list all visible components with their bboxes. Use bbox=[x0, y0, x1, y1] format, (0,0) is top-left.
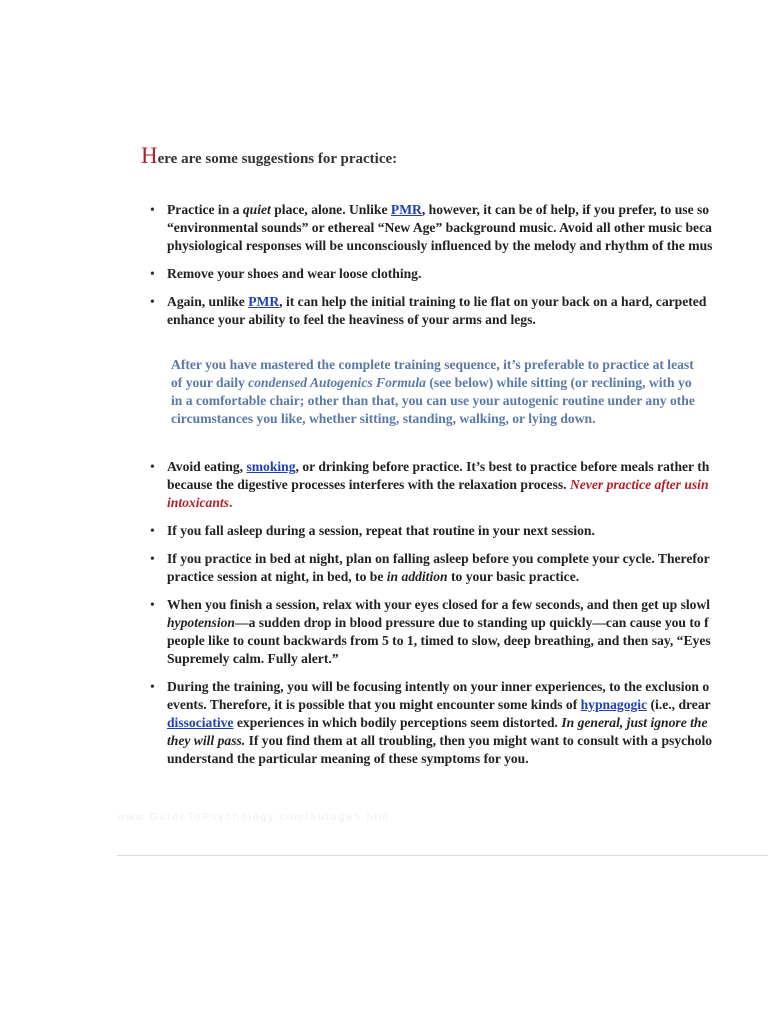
text-run: During the training, you will be focusing intently on your inner experiences, to the exclusion o bbox=[167, 679, 710, 694]
text-line bbox=[167, 550, 768, 568]
text-line bbox=[167, 614, 768, 632]
text-run: “environmental sounds” or ethereal “New Age” background music. Avoid all other music beca bbox=[167, 220, 712, 235]
bullet-icon: • bbox=[150, 459, 155, 474]
text-run: (see below) while sitting (or reclining, with yo bbox=[425, 375, 692, 390]
text-line bbox=[167, 696, 768, 714]
text-run: circumstances you like, whether sitting, standing, walking, or lying down. bbox=[171, 411, 596, 426]
text-run: of your daily bbox=[171, 375, 249, 390]
inline-link[interactable]: dissociative bbox=[167, 715, 234, 730]
text-line bbox=[167, 201, 768, 219]
text-run: , it can help the initial training to lie flat on your back on a hard, carpeted bbox=[279, 294, 707, 309]
inline-link[interactable]: PMR bbox=[390, 202, 422, 217]
text-line bbox=[171, 356, 768, 374]
text-run: hypotension bbox=[167, 615, 235, 630]
text-run: people like to count backwards from 5 to 1, timed to slow, deep breathing, and then say, “Eyes bbox=[167, 633, 711, 648]
text-run: Supremely calm. Fully alert.” bbox=[167, 651, 339, 666]
bullet-icon: • bbox=[150, 202, 155, 217]
text-line bbox=[167, 750, 768, 768]
text-run: After you have mastered the complete training sequence, it’s preferable to practice at least bbox=[171, 357, 694, 372]
bullet-icon: • bbox=[150, 597, 155, 612]
bullet-icon: • bbox=[150, 266, 155, 281]
text-line bbox=[167, 219, 768, 237]
text-run: Never practice after usin bbox=[569, 477, 709, 492]
text-run: . bbox=[228, 495, 233, 510]
text-run: Avoid eating, bbox=[167, 459, 247, 474]
heading-initial: H bbox=[141, 143, 158, 168]
footer-url-watermark: www.GuideToPsychology.com/autogen.htm bbox=[117, 812, 390, 823]
text-line bbox=[167, 714, 768, 732]
text-line bbox=[171, 374, 768, 392]
text-run: Remove your shoes and wear loose clothing. bbox=[167, 266, 422, 281]
text-run: enhance your ability to feel the heaviness of your arms and legs. bbox=[167, 312, 536, 327]
text-run: events. Therefore, it is possible that you might encounter some kinds of bbox=[167, 697, 581, 712]
text-run: condensed Autogenics Formula bbox=[248, 375, 426, 390]
text-line bbox=[167, 522, 768, 540]
text-run: In general, just ignore the bbox=[561, 715, 708, 730]
bullet-icon: • bbox=[150, 523, 155, 538]
block-quote bbox=[171, 356, 768, 428]
text-line bbox=[167, 596, 768, 614]
inline-link[interactable]: PMR bbox=[248, 294, 280, 309]
bullet-icon: • bbox=[150, 294, 155, 309]
text-run: experiences in which bodily perceptions seem distorted. bbox=[233, 715, 562, 730]
text-run: they will pass. bbox=[167, 733, 246, 748]
text-line bbox=[167, 650, 768, 668]
text-run: (i.e., drear bbox=[647, 697, 711, 712]
text-run: in addition bbox=[386, 569, 448, 584]
text-run: , however, it can be of help, if you prefer, to use so bbox=[421, 202, 710, 217]
text-line bbox=[171, 410, 768, 428]
text-line bbox=[167, 311, 768, 329]
heading-text: ere are some suggestions for practice: bbox=[157, 151, 398, 167]
text-line bbox=[167, 476, 768, 494]
text-run: If you practice in bed at night, plan on falling asleep before you complete your cycle. Therefor bbox=[167, 551, 710, 566]
list-item bbox=[150, 201, 768, 255]
text-line bbox=[167, 458, 768, 476]
text-line bbox=[167, 494, 768, 512]
text-run: in a comfortable chair; other than that, you can use your autogenic routine under any othe bbox=[171, 393, 695, 408]
text-run: place, alone. Unlike bbox=[270, 202, 391, 217]
text-run: physiological responses will be unconsciously influenced by the melody and rhythm of the mus bbox=[167, 238, 713, 253]
text-run: practice session at night, in bed, to be bbox=[167, 569, 387, 584]
text-line bbox=[167, 678, 768, 696]
text-line bbox=[167, 732, 768, 750]
list-item bbox=[150, 550, 768, 586]
text-run: If you fall asleep during a session, repeat that routine in your next session. bbox=[167, 523, 595, 538]
section-heading bbox=[141, 143, 397, 169]
text-line bbox=[167, 265, 768, 283]
text-run: understand the particular meaning of these symptoms for you. bbox=[167, 751, 529, 766]
text-line bbox=[171, 392, 768, 410]
list-item bbox=[150, 265, 768, 283]
text-line bbox=[167, 237, 768, 255]
list-item bbox=[150, 522, 768, 540]
text-line bbox=[167, 632, 768, 650]
text-line bbox=[167, 293, 768, 311]
text-run: —a sudden drop in blood pressure due to standing up quickly—can cause you to f bbox=[234, 615, 709, 630]
list-item bbox=[150, 596, 768, 668]
text-run: to your basic practice. bbox=[447, 569, 580, 584]
inline-link[interactable]: smoking bbox=[246, 459, 296, 474]
text-run: Again, unlike bbox=[167, 294, 249, 309]
text-run: intoxicants bbox=[167, 495, 229, 510]
text-run: Practice in a bbox=[167, 202, 243, 217]
text-run: , or drinking before practice. It’s best to practice before meals rather th bbox=[295, 459, 710, 474]
list-item bbox=[150, 678, 768, 768]
text-line bbox=[167, 568, 768, 586]
bullet-icon: • bbox=[150, 679, 155, 694]
bullet-icon: • bbox=[150, 551, 155, 566]
text-run: If you find them at all troubling, then you might want to consult with a psycholo bbox=[245, 733, 713, 748]
list-item bbox=[150, 293, 768, 329]
list-item bbox=[150, 458, 768, 512]
text-run: When you finish a session, relax with your eyes closed for a few seconds, and then get up slowl bbox=[167, 597, 711, 612]
inline-link[interactable]: hypnagogic bbox=[580, 697, 648, 712]
footer-divider bbox=[117, 855, 768, 856]
text-run: because the digestive processes interferes with the relaxation process. bbox=[167, 477, 570, 492]
suggestion-list bbox=[150, 201, 768, 778]
text-run: quiet bbox=[242, 202, 271, 217]
